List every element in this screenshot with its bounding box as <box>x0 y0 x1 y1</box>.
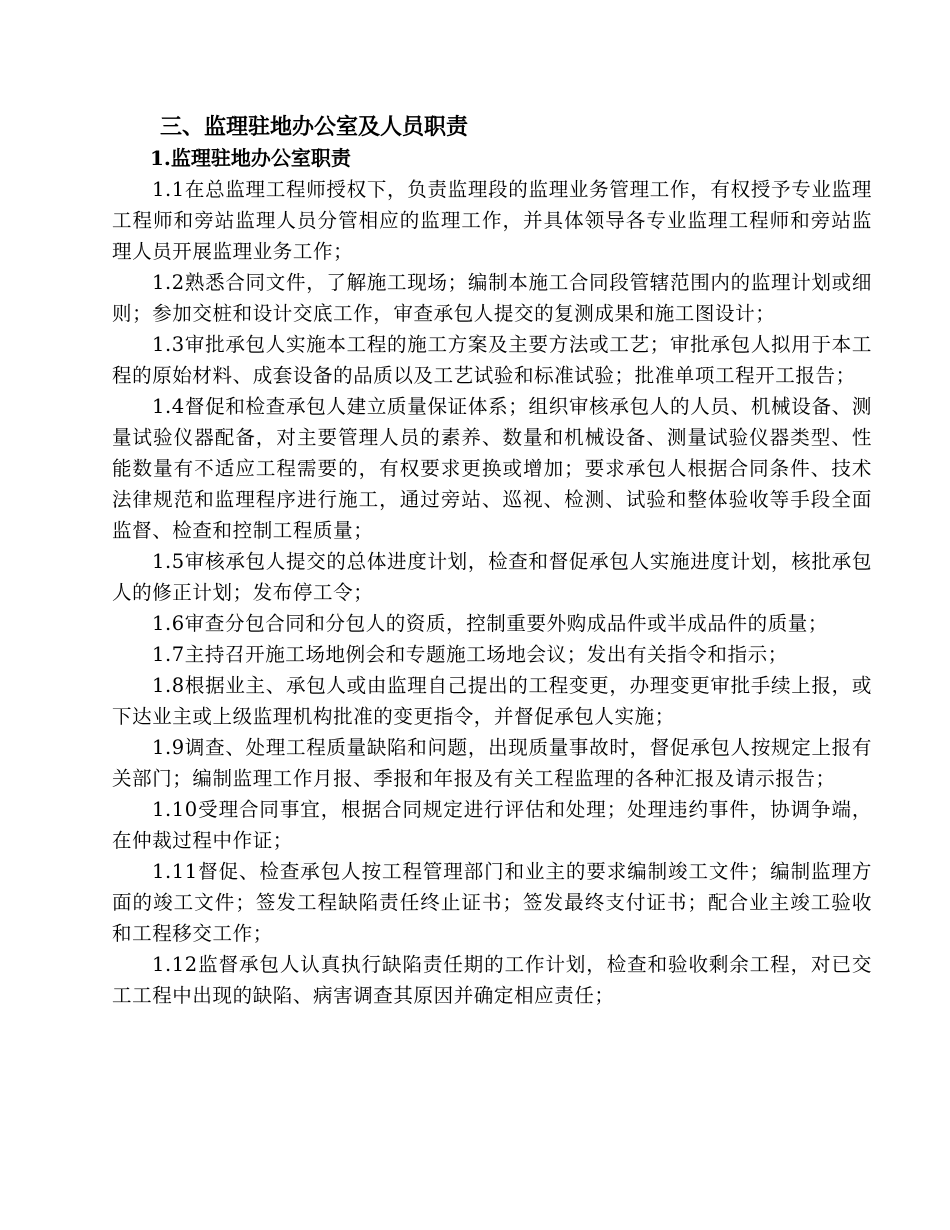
paragraph-1-12: 1.12监督承包人认真执行缺陷责任期的工作计划，检查和验收剩余工程，对已交工工程中出现的缺陷、病害调查其原因并确定相应责任； <box>112 953 872 1007</box>
subsection-title: 1.监理驻地办公室职责 <box>150 146 351 170</box>
paragraph-1-6: 1.6审查分包合同和分包人的资质，控制重要外购成品件或半成品件的质量； <box>152 612 829 635</box>
paragraph-1-4: 1.4督促和检查承包人建立质量保证体系；组织审核承包人的人员、机械设备、测量试验仪器配备，对主要管理人员的素养、数量和机械设备、测量试验仪器类型、性能数量有不适应工程需要的，有权要求更换或增加；要求承包人根据合同条件、技术法律规范和监理程序进行施工，通过旁站、巡视、检测、试验和整体验收等手段全面监督、检查和控制工程质量； <box>112 395 872 542</box>
section-title: 三、监理驻地办公室及人员职责 <box>160 114 469 140</box>
paragraph-1-2: 1.2熟悉合同文件，了解施工现场；编制本施工合同段管辖范围内的监理计划或细则；参加交桩和设计交底工作，审查承包人提交的复测成果和施工图设计； <box>112 271 872 325</box>
paragraph-1-7: 1.7主持召开施工场地例会和专题施工场地会议；发出有关指令和指示； <box>152 643 788 666</box>
paragraph-1-8: 1.8根据业主、承包人或由监理自己提出的工程变更，办理变更审批手续上报，或下达业主或上级监理机构批准的变更指令，并督促承包人实施； <box>112 674 872 728</box>
paragraph-1-5: 1.5审核承包人提交的总体进度计划，检查和督促承包人实施进度计划，核批承包人的修正计划；发布停工令； <box>112 550 872 604</box>
paragraph-1-1: 1.1在总监理工程师授权下，负责监理段的监理业务管理工作，有权授予专业监理工程师和旁站监理人员分管相应的监理工作，并具体领导各专业监理工程师和旁站监理人员开展监理业务工作； <box>112 178 872 263</box>
document-page <box>112 112 872 1011</box>
paragraph-1-3: 1.3审批承包人实施本工程的施工方案及主要方法或工艺；审批承包人拟用于本工程的原始材料、成套设备的品质以及工艺试验和标准试验；批准单项工程开工报告； <box>112 333 872 387</box>
paragraph-1-10: 1.10受理合同事宜，根据合同规定进行评估和处理；处理违约事件，协调争端，在仲裁过程中作证； <box>112 798 872 852</box>
paragraph-1-9: 1.9调查、处理工程质量缺陷和问题，出现质量事故时，督促承包人按规定上报有关部门；编制监理工作月报、季报和年报及有关工程监理的各种汇报及请示报告； <box>112 736 872 790</box>
paragraph-1-11: 1.11督促、检查承包人按工程管理部门和业主的要求编制竣工文件；编制监理方面的竣工文件；签发工程缺陷责任终止证书；签发最终支付证书；配合业主竣工验收和工程移交工作； <box>112 860 872 945</box>
